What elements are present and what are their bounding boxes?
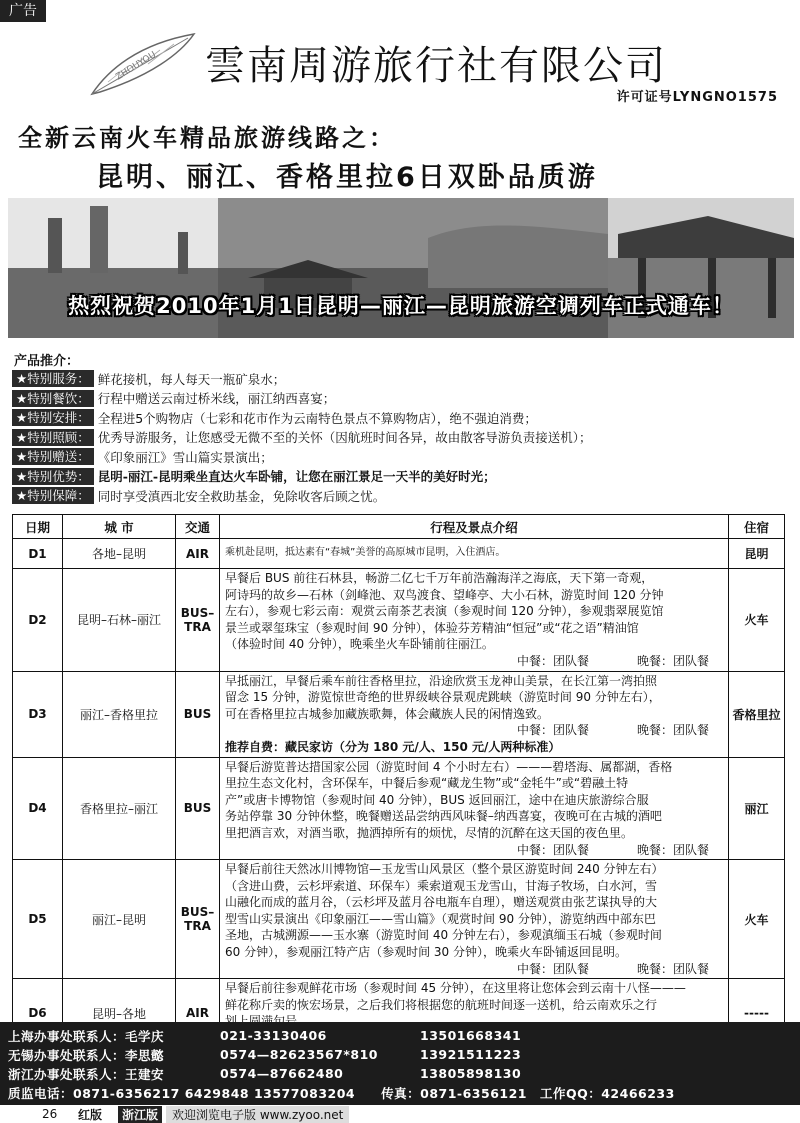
meal-line: 中餐：团队餐 晚餐：团队餐 [516, 961, 709, 976]
description-line: 山融化而成的蓝月谷，（云杉坪及蓝月谷电瓶车自理），赠送观赏由张艺谋执导的大 [225, 895, 658, 910]
description-line: 型雪山实景演出《印象丽江——雪山篇》（观赏时间 90 分钟），游览纳西中部东巴 [225, 911, 656, 926]
license-number: 许可证号LYNGNO1575 [616, 90, 778, 105]
description-line: 景兰或翠玺珠宝（参观时间 90 分钟），体验芬芳精油“恒冠”或“花之语”精油馆 [225, 620, 639, 635]
city-cell: 香格里拉–丽江 [63, 757, 176, 860]
day-cell: D6 [13, 979, 63, 1048]
promo-item [12, 408, 792, 428]
contact-phone: 0574—87662480 [220, 1066, 344, 1081]
company-name: 雲南周游旅行社有限公司 [205, 43, 667, 89]
contact-panel [0, 1022, 800, 1105]
itinerary-row [13, 539, 785, 569]
stay-cell: 香格里拉 [729, 671, 785, 757]
photo-banner-text: 热烈祝贺2010年1月1日昆明—丽江—昆明旅游空调列车正式通车！ [68, 294, 734, 318]
contact-row [8, 1045, 800, 1064]
description-line: （体验时间 40 分钟），晚乘坐火车卧铺前往丽江。 [225, 637, 494, 652]
day-cell: D1 [13, 539, 63, 569]
description-cell [220, 757, 729, 860]
description-line: 鲜花称斤卖的恢宏场景，之后我们将根据您的航班时间逐一送机，给云南欢乐之行 [225, 997, 658, 1012]
website-link[interactable]: 欢迎浏览电子版 www.zyoo.net [166, 1106, 349, 1123]
page-footer [0, 1105, 800, 1123]
stay-cell: 昆明 [729, 539, 785, 569]
contact-label: 浙江办事处联系人：王建安 [8, 1066, 165, 1082]
promo-tag: ★特别照顾： [12, 429, 94, 446]
headline-intro: 全新云南火车精品旅游线路之： [18, 124, 396, 152]
description-line: 里把酒言欢，对酒当歌，抛洒掉所有的烦忧，尽情的沉醉在这天国的夜色里。 [225, 825, 634, 840]
promo-item [12, 486, 792, 506]
day-cell: D2 [13, 569, 63, 672]
description-cell [220, 671, 729, 757]
city-cell: 丽江–香格里拉 [63, 671, 176, 757]
description-line: 早餐后前往天然冰川博物馆—玉龙雪山风景区（整个景区游览时间 240 分钟左右） [225, 862, 664, 877]
contact-phone: 021-33130406 [220, 1028, 327, 1043]
meal-line: 中餐：团队餐 晚餐：团队餐 [516, 842, 709, 857]
meal-line: 中餐：团队餐 晚餐：团队餐 [516, 653, 709, 668]
province-edition: 浙江版 [118, 1106, 162, 1123]
itinerary-row [13, 757, 785, 860]
transport-cell: BUS [176, 671, 220, 757]
header-stay: 住宿 [729, 515, 785, 539]
description-line: 留念 15 分钟，游览惊世奇绝的世界级峡谷景观虎跳峡（游览时间 90 分钟左右）， [225, 690, 661, 705]
description-line: 早抵丽江，早餐后乘车前往香格里拉，沿途欣赏玉龙神山美景，在长江第一湾拍照 [225, 673, 658, 688]
description-cell [220, 539, 729, 569]
transport-cell: AIR [176, 539, 220, 569]
page-number: 26 [42, 1107, 58, 1121]
promo-item [12, 467, 792, 487]
stay-cell: 火车 [729, 860, 785, 979]
header-city: 城 市 [63, 515, 176, 539]
logo-text: ZHOUYOU [114, 50, 158, 83]
meal-line: 中餐：团队餐 晚餐：团队餐 [516, 723, 709, 738]
description-line: 阿诗玛的故乡—石林（剑峰池、双鸟渡食、望峰亭、大小石林，游览时间 120 分钟 [225, 587, 664, 602]
description-line: （含进山费，云杉坪索道、环保车）乘索道观玉龙雪山，甘海子牧场，白水河，雪 [225, 878, 658, 893]
promo-text: 行程中赠送云南过桥米线，丽江纳西喜宴； [97, 391, 336, 407]
description-line: 早餐后 BUS 前往石林县，畅游二亿七千万年前浩瀚海洋之海底，天下第一奇观， [225, 571, 654, 585]
description-cell [220, 860, 729, 979]
contact-mobile: 13921511223 [420, 1047, 522, 1062]
description-line: 左右），参观七彩云南：观赏云南茶艺表演（参观时间 120 分钟），参观翡翠展览馆 [225, 604, 664, 619]
promo-text: 鲜花接机，每人每天一瓶矿泉水； [97, 371, 286, 387]
contact-row [8, 1064, 800, 1083]
stay-cell: ----- [729, 979, 785, 1048]
promo-text: 《印象丽江》雪山篇实景演出； [97, 449, 273, 465]
transport-cell: BUS [176, 757, 220, 860]
scenic-photo [8, 198, 794, 338]
description-line: 圣地，古城溯源——玉水寨（游览时间 40 分钟左右），参观滇缅玉石城（参观时间 [225, 928, 662, 943]
header-transport: 交通 [176, 515, 220, 539]
contact-mobile: 13501668341 [420, 1028, 522, 1043]
promo-tag: ★特别安排： [12, 409, 94, 426]
description-line: 产”或唐卡博物馆（参观时间 40 分钟），BUS 返回丽江，途中在迪庆旅游综合服 [225, 792, 649, 807]
edition-label: 红版 [78, 1107, 103, 1122]
city-cell: 丽江–昆明 [63, 860, 176, 979]
header-day: 日期 [13, 515, 63, 539]
itinerary-row [13, 860, 785, 979]
description-line: 早餐后前往参观鲜花市场（参观时间 45 分钟），在这里将让您体会到云南十八怪——— [225, 981, 686, 996]
day-cell: D3 [13, 671, 63, 757]
itinerary-row [13, 569, 785, 672]
promo-list [12, 369, 792, 506]
optional-expense-line: 推荐自费：藏民家访（分为 180 元/人、150 元/人两种标准） [225, 739, 561, 754]
description-line: 里拉生态文化村，含环保车，中餐后参观“藏龙生物”或“金牦牛”或“碧融土特 [225, 776, 629, 791]
promo-text: 昆明-丽江-昆明乘坐直达火车卧铺，让您在丽江景足一天半的美好时光； [97, 469, 496, 485]
header-description: 行程及景点介绍 [220, 515, 729, 539]
description-line: 务站停靠 30 分钟休整，晚餐赠送品尝纳西风味餐–纳西喜宴，夜晚可在古城的酒吧 [225, 809, 662, 824]
promo-tag: ★特别餐饮： [12, 390, 94, 407]
description-line: 可在香格里拉古城参加藏族歌舞，体会藏族人民的闲情逸致。 [225, 706, 550, 721]
promo-item [12, 369, 792, 389]
transport-cell: BUS–TRA [176, 860, 220, 979]
stay-cell: 火车 [729, 569, 785, 672]
stay-cell: 丽江 [729, 757, 785, 860]
promo-text: 同时享受滇西北安全救助基金，免除收客后顾之忧。 [97, 488, 386, 504]
promo-item [12, 428, 792, 448]
contact-row [8, 1026, 800, 1045]
transport-cell: BUS–TRA [176, 569, 220, 672]
headline-route: 昆明、丽江、香格里拉6日双卧品质游 [96, 162, 598, 193]
feather-logo [88, 30, 198, 98]
description-line: 早餐后游览普达措国家公园（游览时间 4 个小时左右）———碧塔海、属都湖，香格 [225, 759, 673, 774]
description-line: 60 分钟），参观丽江特产店（参观时间 30 分钟），晚乘火车卧铺返回昆明。 [225, 945, 627, 960]
promo-text: 全程进5个购物店（七彩和花市作为云南特色景点不算购物店），绝不强迫消费； [97, 410, 537, 426]
ad-tag: 广告 [0, 0, 46, 22]
promo-text: 优秀导游服务，让您感受无微不至的关怀（因航班时间各异，故由散客导游负责接送机）； [97, 430, 592, 446]
promo-tag: ★特别服务： [12, 370, 94, 387]
promo-item [12, 389, 792, 409]
promo-tag: ★特别优势： [12, 468, 94, 485]
itinerary-table [12, 514, 785, 1049]
transport-cell: AIR [176, 979, 220, 1048]
day-cell: D5 [13, 860, 63, 979]
city-cell: 各地–昆明 [63, 539, 176, 569]
contact-mobile: 13805898130 [420, 1066, 522, 1081]
promo-item [12, 447, 792, 467]
itinerary-row [13, 671, 785, 757]
day-cell: D4 [13, 757, 63, 860]
description-cell [220, 569, 729, 672]
itinerary-header-row [13, 515, 785, 539]
city-cell: 昆明–各地 [63, 979, 176, 1048]
contact-label: 无锡办事处联系人：李思懿 [8, 1047, 165, 1063]
promo-tag: ★特别赠送： [12, 448, 94, 465]
contact-phone: 0574—82623567*810 [220, 1047, 378, 1062]
contact-label: 上海办事处联系人：毛学庆 [8, 1028, 165, 1044]
city-cell: 昆明–石林–丽江 [63, 569, 176, 672]
description-line: 乘机赴昆明，抵达素有“春城”美誉的高原城市昆明，入住酒店。 [225, 547, 506, 559]
promo-tag: ★特别保障： [12, 487, 94, 504]
supervision-line: 质监电话：0871-6356217 6429848 13577083204 传真：0871-6356121 工作QQ：42466233 [8, 1085, 675, 1101]
promo-title: 产品推介： [14, 354, 80, 369]
